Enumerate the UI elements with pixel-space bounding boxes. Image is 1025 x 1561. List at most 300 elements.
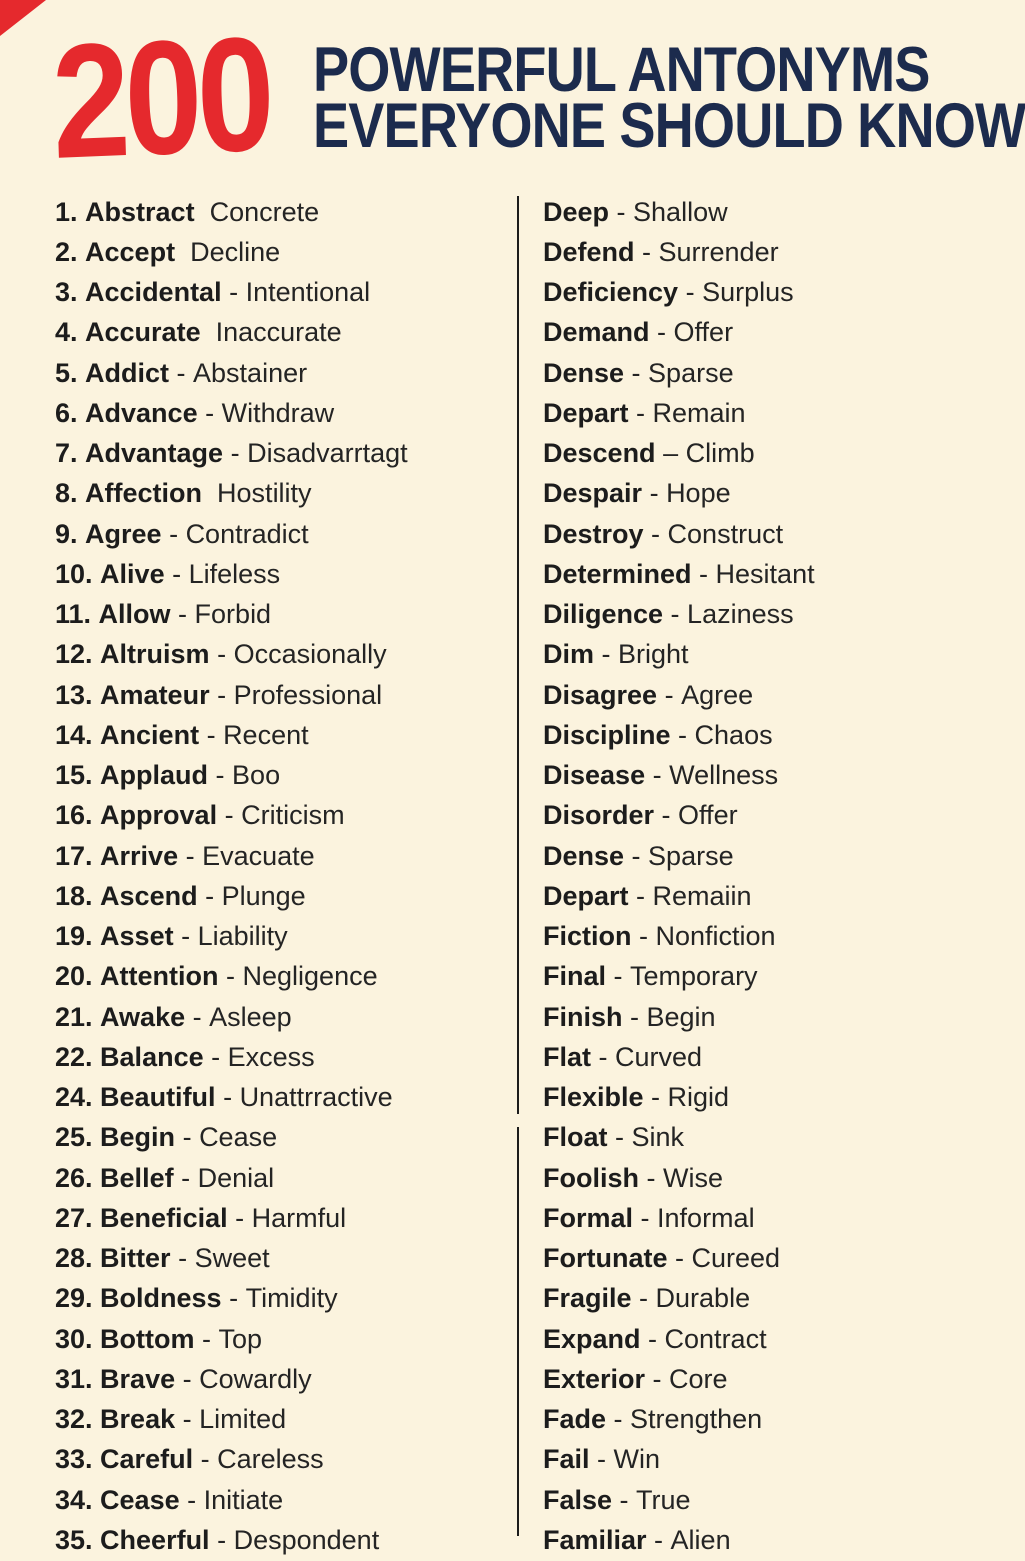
antonym-list-left: [55, 192, 505, 1561]
item-separator: -: [606, 1404, 631, 1435]
column-divider-lower: [517, 1127, 519, 1536]
antonym-row: [543, 997, 1003, 1037]
item-separator: -: [217, 800, 242, 831]
item-word: Disagree: [543, 679, 658, 710]
item-antonym: Hostility: [217, 478, 312, 509]
item-word: Exterior: [543, 1363, 646, 1394]
item-word: Foolish: [543, 1162, 639, 1193]
antonym-row: [543, 675, 1003, 715]
antonym-row: [55, 997, 505, 1037]
antonym-row: [55, 393, 505, 433]
item-separator: -: [607, 1122, 632, 1153]
item-antonym: Sparse: [648, 840, 734, 871]
item-separator: -: [631, 1283, 656, 1314]
item-separator: -: [194, 1323, 219, 1354]
item-antonym: Occasionally: [233, 639, 387, 670]
item-separator: -: [631, 921, 656, 952]
item-word: Dense: [543, 840, 625, 871]
item-word: Dense: [543, 357, 625, 388]
antonym-row: [543, 715, 1003, 755]
item-separator: -: [628, 880, 653, 911]
antonym-row: [55, 715, 505, 755]
item-word: Fragile: [543, 1283, 632, 1314]
antonym-list-right: [543, 192, 1003, 1561]
item-antonym: Remain: [652, 397, 746, 428]
antonym-row: [543, 1158, 1003, 1198]
item-word: Cease: [100, 1484, 180, 1515]
item-antonym: Decline: [190, 236, 281, 267]
antonym-row: [55, 232, 505, 272]
item-antonym: Professional: [233, 679, 383, 710]
antonym-row: [543, 554, 1003, 594]
item-word: Fiction: [543, 921, 632, 952]
item-number: 24.: [55, 1082, 101, 1113]
antonym-row: [543, 1118, 1003, 1158]
antonym-row: [55, 1400, 505, 1440]
item-word: Addict: [85, 357, 170, 388]
item-separator: -: [161, 518, 186, 549]
item-antonym: Negligence: [242, 961, 378, 992]
item-separator: -: [691, 558, 716, 589]
item-separator: -: [663, 599, 688, 630]
item-antonym: Chaos: [694, 719, 773, 750]
item-number: 34.: [55, 1484, 101, 1515]
item-word: Advantage: [85, 438, 224, 469]
item-word: Fail: [543, 1444, 590, 1475]
item-antonym: Abstainer: [193, 357, 308, 388]
item-separator: -: [640, 1323, 665, 1354]
item-separator: -: [639, 1162, 663, 1193]
antonym-row: [55, 836, 505, 876]
item-word: Agree: [85, 518, 162, 549]
item-word: Balance: [100, 1041, 204, 1072]
item-number: 9.: [55, 518, 86, 549]
item-word: Ancient: [100, 719, 200, 750]
item-separator: -: [667, 1243, 692, 1274]
item-word: Disorder: [543, 800, 655, 831]
item-word: Determined: [543, 558, 692, 589]
item-number: 32.: [55, 1404, 101, 1435]
item-separator: -: [594, 639, 619, 670]
item-separator: -: [170, 1243, 195, 1274]
item-antonym: Harmful: [251, 1202, 347, 1233]
item-antonym: Unattrractive: [239, 1082, 393, 1113]
item-number: 11.: [55, 599, 99, 630]
page-title: [313, 35, 1025, 161]
item-number: 10.: [55, 558, 101, 589]
antonym-row: [543, 876, 1003, 916]
item-word: Deep: [543, 196, 610, 227]
item-separator: -: [209, 1524, 234, 1555]
item-separator: -: [612, 1484, 637, 1515]
item-separator: -: [643, 518, 668, 549]
antonym-row: [55, 192, 505, 232]
item-separator: -: [215, 1082, 240, 1113]
column-divider-upper: [517, 196, 519, 1114]
item-number: 12.: [55, 639, 101, 670]
item-antonym: Temporary: [630, 961, 758, 992]
item-number: 26.: [55, 1162, 101, 1193]
antonym-row: [55, 554, 505, 594]
item-word: Advance: [85, 397, 198, 428]
item-antonym: Wellness: [669, 760, 779, 791]
item-separator: -: [654, 800, 679, 831]
item-separator: -: [624, 357, 649, 388]
item-word: Bottom: [100, 1323, 195, 1354]
item-antonym: Despondent: [233, 1524, 380, 1555]
item-word: Depart: [543, 880, 629, 911]
antonym-row: [55, 1078, 505, 1118]
item-antonym: Recent: [223, 719, 309, 750]
item-separator: -: [649, 317, 674, 348]
item-separator: -: [591, 1041, 616, 1072]
item-separator: -: [175, 1363, 200, 1394]
item-separator: -: [634, 236, 659, 267]
item-separator: -: [199, 719, 224, 750]
item-separator: -: [642, 478, 667, 509]
item-number: 33.: [55, 1444, 101, 1475]
item-antonym: Nonfiction: [655, 921, 776, 952]
item-word: False: [543, 1484, 613, 1515]
item-antonym: Boo: [232, 760, 281, 791]
antonym-row: [543, 1198, 1003, 1238]
antonym-row: [55, 1158, 505, 1198]
item-word: Brave: [100, 1363, 176, 1394]
item-separator: -: [606, 961, 631, 992]
item-word: Bellef: [100, 1162, 174, 1193]
item-antonym: Surrender: [658, 236, 779, 267]
item-antonym: Alien: [670, 1524, 731, 1555]
item-separator: -: [164, 558, 189, 589]
item-word: Depart: [543, 397, 629, 428]
item-word: Allow: [98, 599, 171, 630]
item-word: Cheerful: [100, 1524, 210, 1555]
item-antonym: Agree: [681, 679, 754, 710]
antonym-row: [55, 1239, 505, 1279]
item-separator: -: [628, 397, 653, 428]
item-separator: -: [218, 961, 243, 992]
item-number: 21.: [55, 1001, 101, 1032]
item-number: 18.: [55, 880, 101, 911]
item-number: 14.: [55, 719, 101, 750]
item-word: Boldness: [100, 1283, 222, 1314]
item-word: Arrive: [100, 840, 179, 871]
item-separator: -: [678, 277, 703, 308]
item-word: Bitter: [100, 1243, 171, 1274]
antonym-row: [55, 474, 505, 514]
item-number: 25.: [55, 1122, 101, 1153]
item-antonym: Laziness: [687, 599, 794, 630]
item-word: Destroy: [543, 518, 644, 549]
antonym-row: [55, 1279, 505, 1319]
item-antonym: Denial: [197, 1162, 275, 1193]
item-word: Asset: [100, 921, 174, 952]
item-separator: -: [178, 840, 203, 871]
item-number: 7.: [55, 438, 86, 469]
antonym-row: [543, 393, 1003, 433]
item-word: Diligence: [543, 599, 664, 630]
item-separator: -: [633, 1202, 658, 1233]
item-word: Begin: [100, 1122, 176, 1153]
corner-accent-shape: [0, 0, 46, 36]
item-separator: -: [209, 679, 234, 710]
item-antonym: Lifeless: [188, 558, 281, 589]
item-antonym: Win: [613, 1444, 661, 1475]
item-word: Deficiency: [543, 277, 679, 308]
item-antonym: Cowardly: [199, 1363, 312, 1394]
antonym-row: [543, 595, 1003, 635]
item-separator: -: [175, 1122, 200, 1153]
item-word: Finish: [543, 1001, 623, 1032]
antonym-row: [55, 1480, 505, 1520]
antonym-row: [543, 273, 1003, 313]
antonym-row: [55, 957, 505, 997]
antonym-row: [543, 957, 1003, 997]
header-number: 200: [49, 3, 272, 193]
item-word: Careful: [100, 1444, 194, 1475]
item-separator: -: [197, 880, 222, 911]
antonym-row: [543, 1440, 1003, 1480]
item-word: Fortunate: [543, 1243, 668, 1274]
item-separator: -: [645, 1363, 670, 1394]
item-word: Accurate: [85, 317, 201, 348]
item-word: Beneficial: [100, 1202, 228, 1233]
item-antonym: Timidity: [245, 1283, 338, 1314]
item-word: Accidental: [85, 277, 222, 308]
item-separator: -: [657, 679, 682, 710]
antonym-row: [55, 514, 505, 554]
antonym-row: [543, 1078, 1003, 1118]
item-number: 29.: [55, 1283, 101, 1314]
title-line-1: POWERFUL ANTONYMS: [313, 35, 930, 105]
item-separator: -: [175, 1404, 200, 1435]
antonym-row: [55, 353, 505, 393]
item-antonym: Durable: [655, 1283, 751, 1314]
item-antonym: Sink: [631, 1122, 685, 1153]
item-word: Familiar: [543, 1524, 647, 1555]
item-separator: -: [645, 760, 670, 791]
item-word: Awake: [100, 1001, 186, 1032]
item-antonym: Surplus: [702, 277, 794, 308]
item-word: Formal: [543, 1202, 634, 1233]
item-number: 8.: [55, 478, 86, 509]
item-separator: -: [203, 1041, 228, 1072]
antonym-row: [55, 796, 505, 836]
item-separator: -: [221, 277, 246, 308]
item-number: 15.: [55, 760, 101, 791]
item-number: 3.: [55, 277, 86, 308]
item-antonym: Shallow: [633, 196, 728, 227]
item-antonym: Top: [218, 1323, 263, 1354]
antonym-row: [55, 273, 505, 313]
item-number: 28.: [55, 1243, 101, 1274]
antonym-row: [543, 1037, 1003, 1077]
item-separator: -: [170, 599, 195, 630]
item-antonym: Climb: [685, 438, 755, 469]
item-antonym: Begin: [646, 1001, 716, 1032]
item-antonym: Cease: [199, 1122, 278, 1153]
item-number: 1.: [55, 196, 86, 227]
item-separator: -: [179, 1484, 204, 1515]
item-antonym: Asleep: [209, 1001, 292, 1032]
item-antonym: Initiate: [203, 1484, 284, 1515]
antonym-row: [55, 635, 505, 675]
item-antonym: True: [636, 1484, 691, 1515]
item-word: Break: [100, 1404, 176, 1435]
item-antonym: Inaccurate: [215, 317, 342, 348]
antonym-row: [55, 1520, 505, 1560]
item-word: Ascend: [100, 880, 198, 911]
antonym-row: [543, 434, 1003, 474]
item-word: Discipline: [543, 719, 671, 750]
item-number: 35.: [55, 1524, 101, 1555]
antonym-row: [543, 1520, 1003, 1560]
item-word: Amateur: [100, 679, 210, 710]
item-number: 4.: [55, 317, 86, 348]
item-antonym: Careless: [217, 1444, 324, 1475]
antonym-row: [543, 514, 1003, 554]
item-word: Altruism: [100, 639, 210, 670]
antonym-row: [55, 1440, 505, 1480]
item-separator: -: [169, 357, 194, 388]
antonym-row: [543, 1239, 1003, 1279]
item-antonym: Remaiin: [652, 880, 752, 911]
antonym-row: [55, 1118, 505, 1158]
item-antonym: Hope: [666, 478, 731, 509]
item-separator: -: [609, 196, 634, 227]
antonym-row: [55, 675, 505, 715]
item-antonym: Liability: [197, 921, 288, 952]
item-separator: -: [622, 1001, 647, 1032]
antonym-row: [55, 434, 505, 474]
item-separator: -: [185, 1001, 210, 1032]
item-word: Disease: [543, 760, 646, 791]
item-number: 31.: [55, 1363, 101, 1394]
antonym-row: [55, 876, 505, 916]
antonym-row: [543, 796, 1003, 836]
item-word: Affection: [85, 478, 203, 509]
item-antonym: Concrete: [209, 196, 320, 227]
antonym-row: [543, 635, 1003, 675]
item-number: 27.: [55, 1202, 101, 1233]
item-antonym: Plunge: [221, 880, 306, 911]
item-separator: [202, 478, 217, 509]
antonym-row: [543, 917, 1003, 957]
antonym-row: [55, 595, 505, 635]
item-word: Attention: [100, 961, 219, 992]
item-antonym: Strengthen: [630, 1404, 763, 1435]
item-number: 13.: [55, 679, 101, 710]
item-separator: -: [193, 1444, 218, 1475]
item-number: 6.: [55, 397, 86, 428]
antonym-row: [55, 917, 505, 957]
item-antonym: Offer: [678, 800, 738, 831]
antonym-row: [543, 1359, 1003, 1399]
antonym-row: [543, 353, 1003, 393]
item-antonym: Rigid: [667, 1082, 730, 1113]
item-number: 19.: [55, 921, 101, 952]
item-antonym: Core: [669, 1363, 728, 1394]
antonym-row: [543, 1480, 1003, 1520]
item-separator: [195, 197, 210, 228]
item-antonym: Contract: [664, 1323, 767, 1354]
antonym-row: [543, 313, 1003, 353]
item-word: Defend: [543, 236, 635, 267]
item-word: Alive: [100, 558, 165, 589]
item-antonym: Informal: [657, 1202, 755, 1233]
item-word: Applaud: [100, 760, 209, 791]
item-number: 5.: [55, 357, 86, 388]
item-antonym: Withdraw: [221, 397, 335, 428]
item-word: Descend: [543, 438, 656, 469]
antonym-row: [55, 1037, 505, 1077]
antonym-row: [543, 474, 1003, 514]
antonym-row: [55, 1319, 505, 1359]
item-separator: -: [646, 1524, 671, 1555]
item-separator: -: [173, 1162, 198, 1193]
item-number: 2.: [55, 236, 86, 267]
item-separator: -: [643, 1082, 668, 1113]
antonym-row: [543, 1400, 1003, 1440]
item-antonym: Sweet: [194, 1243, 270, 1274]
antonym-row: [543, 1279, 1003, 1319]
item-antonym: Intentional: [245, 277, 371, 308]
antonym-row: [55, 756, 505, 796]
item-separator: -: [221, 1283, 246, 1314]
antonym-row: [543, 836, 1003, 876]
item-separator: -: [227, 1202, 252, 1233]
antonym-row: [543, 232, 1003, 272]
item-word: Dim: [543, 639, 595, 670]
item-antonym: Construct: [667, 518, 784, 549]
item-antonym: Criticism: [241, 800, 345, 831]
antonym-row: [55, 1359, 505, 1399]
item-antonym: Wise: [663, 1162, 723, 1193]
item-antonym: Offer: [673, 317, 734, 348]
item-separator: [201, 317, 216, 348]
item-number: 22.: [55, 1041, 101, 1072]
item-separator: -: [589, 1444, 614, 1475]
item-antonym: Curved: [615, 1041, 703, 1072]
item-separator: -: [197, 397, 222, 428]
item-number: 17.: [55, 840, 101, 871]
item-separator: –: [655, 438, 686, 469]
item-number: 20.: [55, 961, 101, 992]
antonym-row: [55, 313, 505, 353]
item-word: Despair: [543, 478, 643, 509]
item-antonym: Hesitant: [715, 558, 815, 589]
item-antonym: Cureed: [691, 1243, 781, 1274]
item-word: Float: [543, 1122, 608, 1153]
item-word: Abstract: [85, 196, 195, 227]
item-antonym: Excess: [227, 1041, 315, 1072]
item-separator: -: [208, 760, 233, 791]
item-antonym: Evacuate: [202, 840, 315, 871]
item-word: Approval: [100, 800, 218, 831]
item-antonym: Sparse: [648, 357, 734, 388]
item-number: 16.: [55, 800, 101, 831]
item-word: Beautiful: [100, 1082, 216, 1113]
item-word: Flat: [543, 1041, 592, 1072]
item-word: Demand: [543, 317, 650, 348]
item-separator: -: [209, 639, 234, 670]
title-line-2: EVERYONE SHOULD KNOW: [313, 91, 1025, 161]
antonym-row: [55, 1198, 505, 1238]
item-word: Expand: [543, 1323, 641, 1354]
item-antonym: Contradict: [185, 518, 309, 549]
item-antonym: Bright: [618, 639, 689, 670]
item-antonym: Disadvarrtagt: [247, 438, 408, 469]
